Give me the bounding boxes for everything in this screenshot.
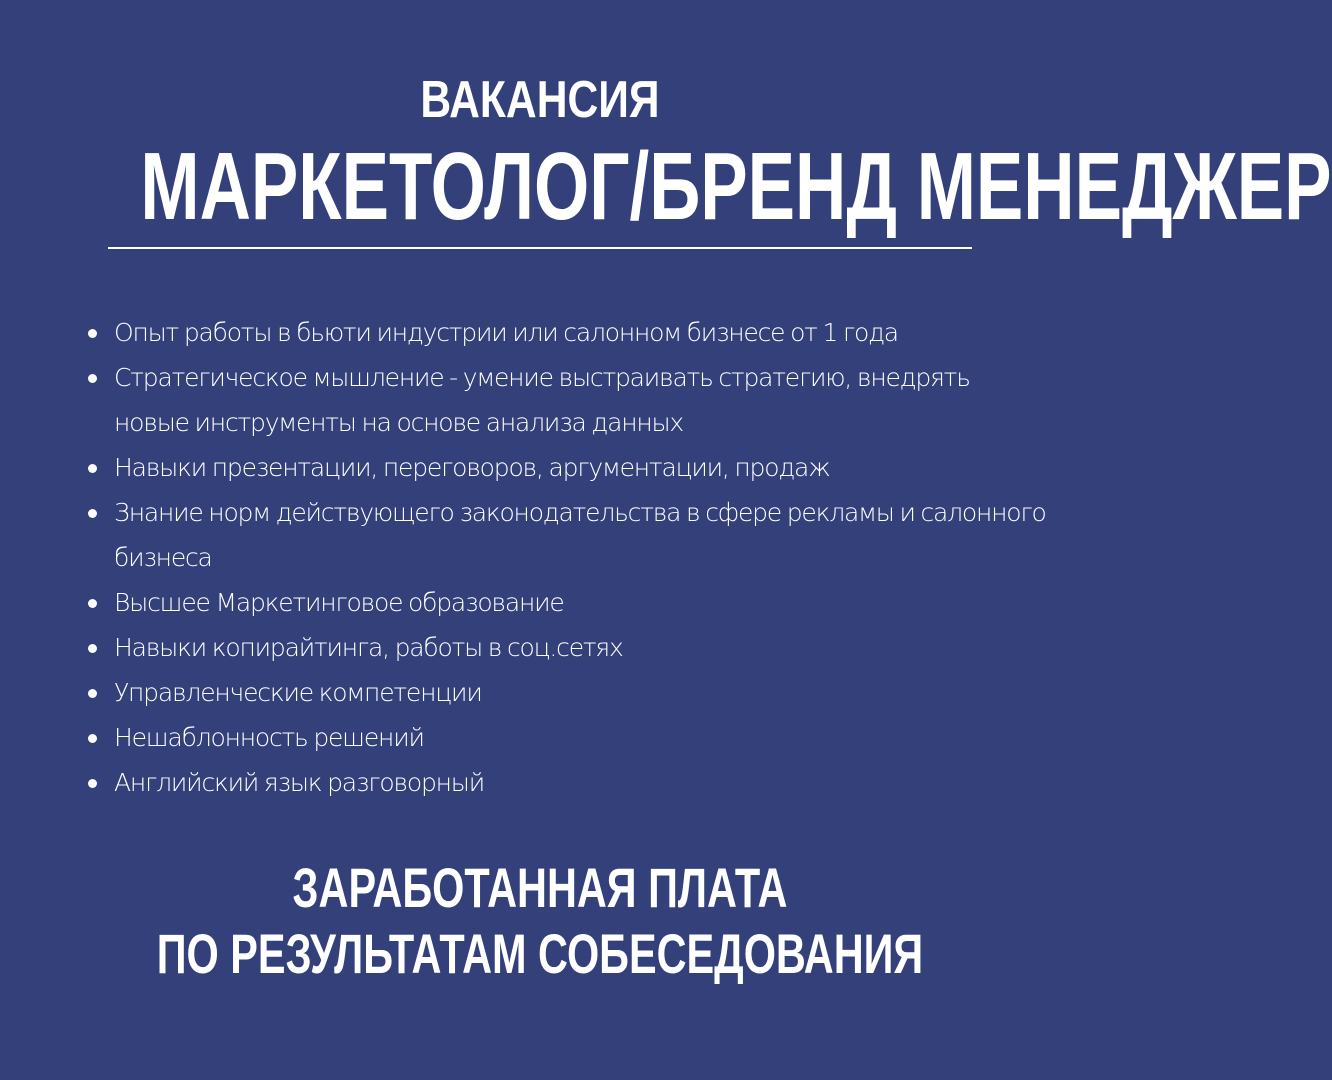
bullet-icon [88, 374, 97, 383]
bullet-icon [88, 644, 97, 653]
requirement-text: Нешаблонность решений [114, 723, 424, 752]
requirement-text: Навыки презентации, переговоров, аргументации, продаж [114, 453, 830, 482]
list-item [88, 445, 1048, 490]
requirement-text: Управленческие компетенции [114, 678, 482, 707]
requirement-text: Стратегическое мышление - умение выстраивать стратегию, внедрять новые инструменты на основе анализа данных [114, 363, 970, 437]
list-item [88, 760, 1048, 805]
header [0, 70, 1332, 240]
vacancy-label: ВАКАНСИЯ [420, 71, 660, 129]
list-item [88, 580, 1048, 625]
salary-note [0, 855, 1080, 987]
requirement-text: Знание норм действующего законодательства в сфере рекламы и салонного бизнеса [114, 498, 1046, 572]
list-item [88, 670, 1048, 715]
list-item [88, 715, 1048, 760]
bullet-icon [88, 734, 97, 743]
requirements-list [88, 310, 1048, 805]
requirement-text: Навыки копирайтинга, работы в соц.сетях [114, 633, 623, 662]
list-item [88, 625, 1048, 670]
divider-line [108, 247, 972, 249]
bullet-icon [88, 329, 97, 338]
bullet-icon [88, 599, 97, 608]
requirement-text: Опыт работы в бьюти индустрии или салонном бизнесе от 1 года [114, 318, 898, 347]
bullet-icon [88, 689, 97, 698]
requirement-text: Высшее Маркетинговое образование [114, 588, 564, 617]
list-item [88, 490, 1048, 580]
list-item [88, 310, 1048, 355]
salary-heading: ЗАРАБОТАННАЯ ПЛАТА [292, 856, 788, 919]
bullet-icon [88, 779, 97, 788]
salary-detail: ПО РЕЗУЛЬТАТАМ СОБЕСЕДОВАНИЯ [156, 922, 924, 985]
requirement-text: Английский язык разговорный [114, 768, 484, 797]
job-title: МАРКЕТОЛОГ/БРЕНД МЕНЕДЖЕР [140, 133, 1332, 240]
bullet-icon [88, 464, 97, 473]
list-item [88, 355, 1048, 445]
bullet-icon [88, 509, 97, 518]
